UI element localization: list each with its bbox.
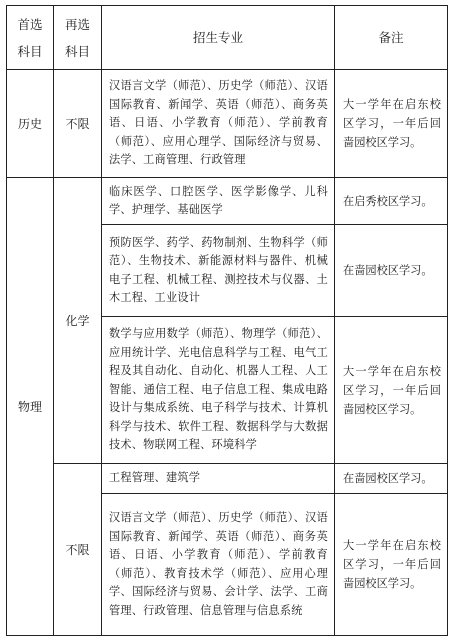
first-subject-cell: 历史 xyxy=(7,70,54,178)
header-first-subject xyxy=(7,6,54,70)
header-second-subject-line2: 科目 xyxy=(64,43,90,59)
second-subject-cell: 化学 xyxy=(54,178,102,464)
majors-cell: 临床医学、口腔医学、医学影像学、儿科学、护理学、基础医学 xyxy=(102,178,335,225)
header-first-subject-line1: 首选 xyxy=(17,16,43,32)
remarks-cell: 在启秀校区学习。 xyxy=(335,178,448,225)
majors-cell: 汉语言文学（师范）、历史学（师范）、汉语国际教育、新闻学、英语（师范）、商务英语、日语、小学教育（师范）、学前教育（师范）、教育技术学（师范）、应用心理学、国际经济与贸易、会计学、法学、工商管理、行政管理、信息管理与信息系统 xyxy=(102,494,335,636)
table-row xyxy=(7,178,448,225)
admission-majors-table xyxy=(6,5,448,636)
second-subject-cell: 不限 xyxy=(54,464,102,636)
remarks-cell: 大一学年在启东校区学习，一年后回啬园校区学习。 xyxy=(335,70,448,178)
second-subject-cell: 不限 xyxy=(54,70,102,178)
majors-cell: 预防医学、药学、药物制剂、生物科学（师范）、生物技术、新能源材料与器件、机械电子工程、机械工程、测控技术与仪器、土木工程、工业设计 xyxy=(102,225,335,317)
majors-cell: 数学与应用数学（师范）、物理学（师范）、应用统计学、光电信息科学与工程、电气工程及其自动化、自动化、机器人工程、人工智能、通信工程、电子信息工程、集成电路设计与集成系统、电子科学与技术、计算机科学与技术、软件工程、数据科学与大数据技术、物联网工程、环境科学 xyxy=(102,317,335,464)
table-row xyxy=(7,70,448,178)
remarks-cell: 大一学年在启东校区学习，一年后回啬园校区学习。 xyxy=(335,317,448,464)
first-subject-cell: 物理 xyxy=(7,178,54,636)
header-first-subject-line2: 科目 xyxy=(17,43,43,59)
majors-cell: 工程管理、建筑学 xyxy=(102,464,335,494)
header-second-subject xyxy=(54,6,102,70)
remarks-cell: 在啬园校区学习。 xyxy=(335,464,448,494)
header-row xyxy=(7,6,448,70)
majors-cell: 汉语言文学（师范）、历史学（师范）、汉语国际教育、新闻学、英语（师范）、商务英语、日语、小学教育（师范）、学前教育（师范）、应用心理学、国际经济与贸易、法学、工商管理、行政管理 xyxy=(102,70,335,178)
header-second-subject-line1: 再选 xyxy=(64,16,90,32)
table-row xyxy=(7,464,448,494)
remarks-cell: 大一学年在启东校区学习，一年后回啬园校区学习。 xyxy=(335,494,448,636)
remarks-cell: 在啬园校区学习。 xyxy=(335,225,448,317)
header-majors: 招生专业 xyxy=(102,6,335,70)
header-remarks: 备注 xyxy=(335,6,448,70)
